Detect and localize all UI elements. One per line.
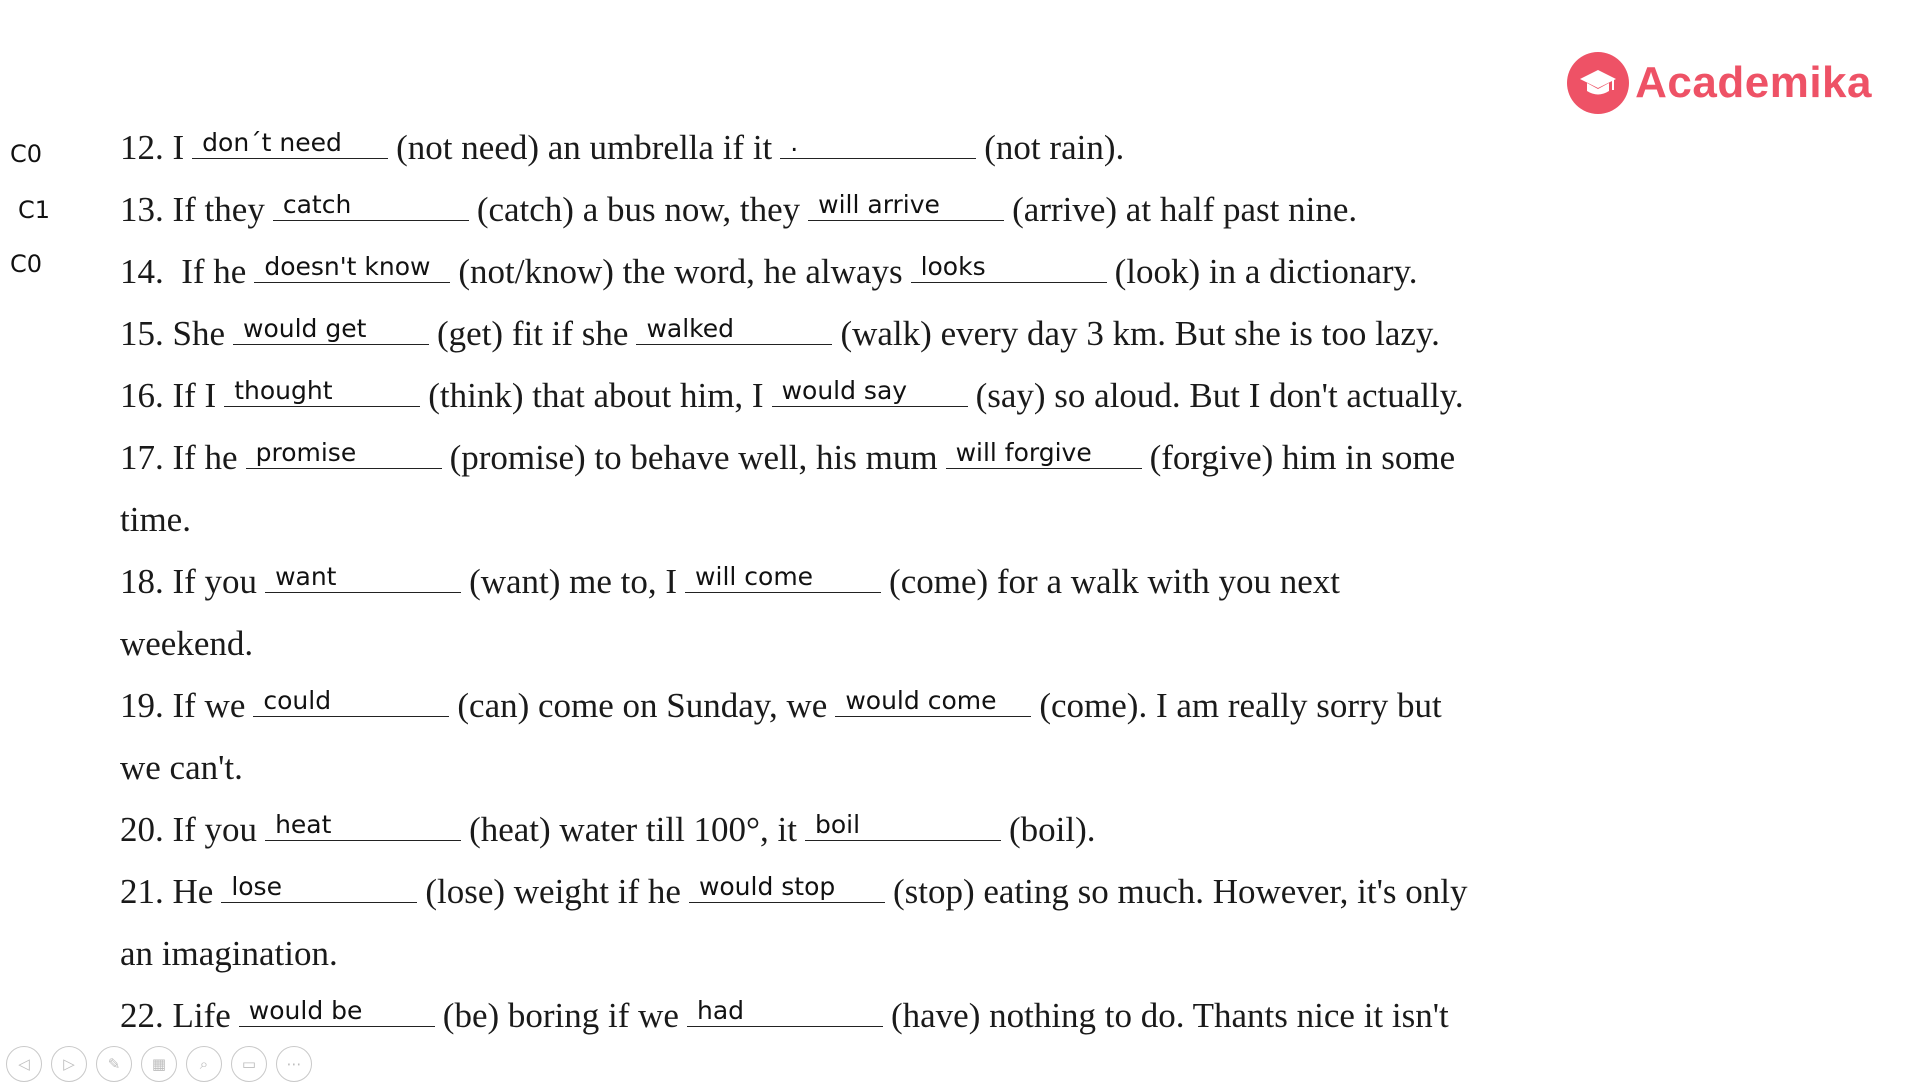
exercise-text: (come) for a walk with you next (889, 562, 1341, 601)
exercise-text: (look) in a dictionary. (1114, 252, 1418, 291)
answer-blank[interactable] (273, 190, 469, 221)
answer-blank[interactable] (192, 128, 388, 159)
answer-text: could (263, 686, 332, 715)
answer-text: heat (275, 810, 332, 839)
answer-text: boil (814, 810, 861, 839)
answer-text: don´t need (202, 128, 342, 157)
next-icon[interactable]: ▷ (51, 1046, 87, 1082)
answer-text: would get (243, 314, 367, 343)
exercise-line (120, 376, 1520, 438)
exercise-text: (boil). (1008, 810, 1096, 849)
exercise-line (120, 562, 1520, 624)
answer-text: looks (920, 252, 986, 281)
exercise-line (120, 190, 1520, 252)
exercise-text: (catch) a bus now, they (476, 190, 801, 229)
exercise-text: an imagination. (120, 934, 338, 973)
exercise-line (120, 810, 1520, 872)
subtitles-icon[interactable]: ▭ (231, 1046, 267, 1082)
margin-mark: C0 (10, 250, 43, 278)
exercise-text: we can't. (120, 748, 243, 787)
answer-blank[interactable] (689, 872, 885, 903)
exercise-text: 20. If you (120, 810, 258, 849)
exercise-text: (arrive) at half past nine. (1012, 190, 1358, 229)
answer-text: will forgive (955, 438, 1092, 467)
exercise-line (120, 996, 1520, 1058)
answer-blank[interactable] (911, 252, 1107, 283)
graduation-cap-icon (1567, 52, 1629, 114)
exercise-text: (want) me to, I (469, 562, 678, 601)
answer-text: want (275, 562, 337, 591)
exercise-line (120, 934, 1520, 996)
previous-icon[interactable]: ◁ (6, 1046, 42, 1082)
exercise-line (120, 872, 1520, 934)
exercise-text: (say) so aloud. But I don't actually. (975, 376, 1464, 415)
answer-text: would come (845, 686, 997, 715)
answer-text: lose (231, 872, 282, 901)
answer-text: . (790, 128, 799, 157)
answer-text: thought (234, 376, 333, 405)
exercise-text: (think) that about him, I (428, 376, 764, 415)
answer-blank[interactable] (780, 128, 976, 159)
more-options-icon[interactable]: ⋯ (276, 1046, 312, 1082)
exercise-line (120, 624, 1520, 686)
exercise-text: (be) boring if we (442, 996, 679, 1035)
exercise-text: (stop) eating so much. However, it's only (892, 872, 1468, 911)
exercise-text: (come). I am really sorry but (1039, 686, 1442, 725)
exercise-text: (promise) to behave well, his mum (449, 438, 938, 477)
academika-logo (1567, 52, 1872, 114)
exercise-text: (not need) an umbrella if it (396, 128, 773, 167)
exercise-line (120, 252, 1520, 314)
exercise-line (120, 128, 1520, 190)
answer-blank[interactable] (946, 438, 1142, 469)
exercise-line (120, 686, 1520, 748)
brand-name: Academika (1635, 58, 1872, 107)
exercise-text: 22. Life (120, 996, 231, 1035)
exercise-text: (walk) every day 3 km. But she is too lazy. (840, 314, 1440, 353)
slides-grid-icon[interactable]: ▦ (141, 1046, 177, 1082)
answer-text: would be (248, 996, 363, 1025)
answer-text: walked (646, 314, 735, 343)
answer-blank[interactable] (772, 376, 968, 407)
answer-blank[interactable] (636, 314, 832, 345)
answer-blank[interactable] (233, 314, 429, 345)
exercise-text: (heat) water till 100°, it (469, 810, 797, 849)
margin-mark: C0 (10, 140, 43, 168)
answer-blank[interactable] (835, 686, 1031, 717)
answer-blank[interactable] (221, 872, 417, 903)
answer-blank[interactable] (224, 376, 420, 407)
exercise-text: (forgive) him in some (1149, 438, 1456, 477)
answer-text: had (696, 996, 745, 1025)
answer-blank[interactable] (805, 810, 1001, 841)
exercise-text: 19. If we (120, 686, 246, 725)
exercise-line (120, 438, 1520, 500)
exercise-text: 16. If I (120, 376, 217, 415)
exercise-line (120, 500, 1520, 562)
answer-text: promise (255, 438, 357, 467)
exercise-text: 17. If he (120, 438, 238, 477)
exercise-text: 14. If he (120, 252, 247, 291)
exercise-text: weekend. (120, 624, 254, 663)
exercise-text: (get) fit if she (437, 314, 629, 353)
zoom-icon[interactable]: ⌕ (186, 1046, 222, 1082)
answer-text: will come (695, 562, 814, 591)
answer-blank[interactable] (239, 996, 435, 1027)
exercise-text: time. (120, 500, 191, 539)
exercise-text: (not rain). (984, 128, 1125, 167)
answer-text: doesn't know (264, 252, 431, 281)
answer-text: catch (282, 190, 352, 219)
answer-blank[interactable] (253, 686, 449, 717)
pen-icon[interactable]: ✎ (96, 1046, 132, 1082)
answer-blank[interactable] (687, 996, 883, 1027)
answer-blank[interactable] (265, 810, 461, 841)
exercise-text: 12. I (120, 128, 185, 167)
exercise-text: (lose) weight if he (425, 872, 681, 911)
answer-blank[interactable] (808, 190, 1004, 221)
answer-text: would stop (698, 872, 836, 901)
exercise-text: 13. If they (120, 190, 265, 229)
exercise-text: (can) come on Sunday, we (457, 686, 828, 725)
exercise-worksheet (120, 128, 1520, 1058)
exercise-text: (not/know) the word, he always (458, 252, 903, 291)
slideshow-toolbar (6, 1046, 312, 1082)
answer-text: would say (781, 376, 908, 405)
exercise-text: (have) nothing to do. Thants nice it isn't (890, 996, 1449, 1035)
answer-blank[interactable] (246, 438, 442, 469)
exercise-line (120, 748, 1520, 810)
exercise-text: 18. If you (120, 562, 258, 601)
answer-blank[interactable] (254, 252, 450, 283)
margin-mark: C1 (18, 196, 51, 224)
exercise-line (120, 314, 1520, 376)
answer-text: will arrive (818, 190, 940, 219)
exercise-text: 21. He (120, 872, 214, 911)
answer-blank[interactable] (265, 562, 461, 593)
answer-blank[interactable] (685, 562, 881, 593)
exercise-text: 15. She (120, 314, 225, 353)
